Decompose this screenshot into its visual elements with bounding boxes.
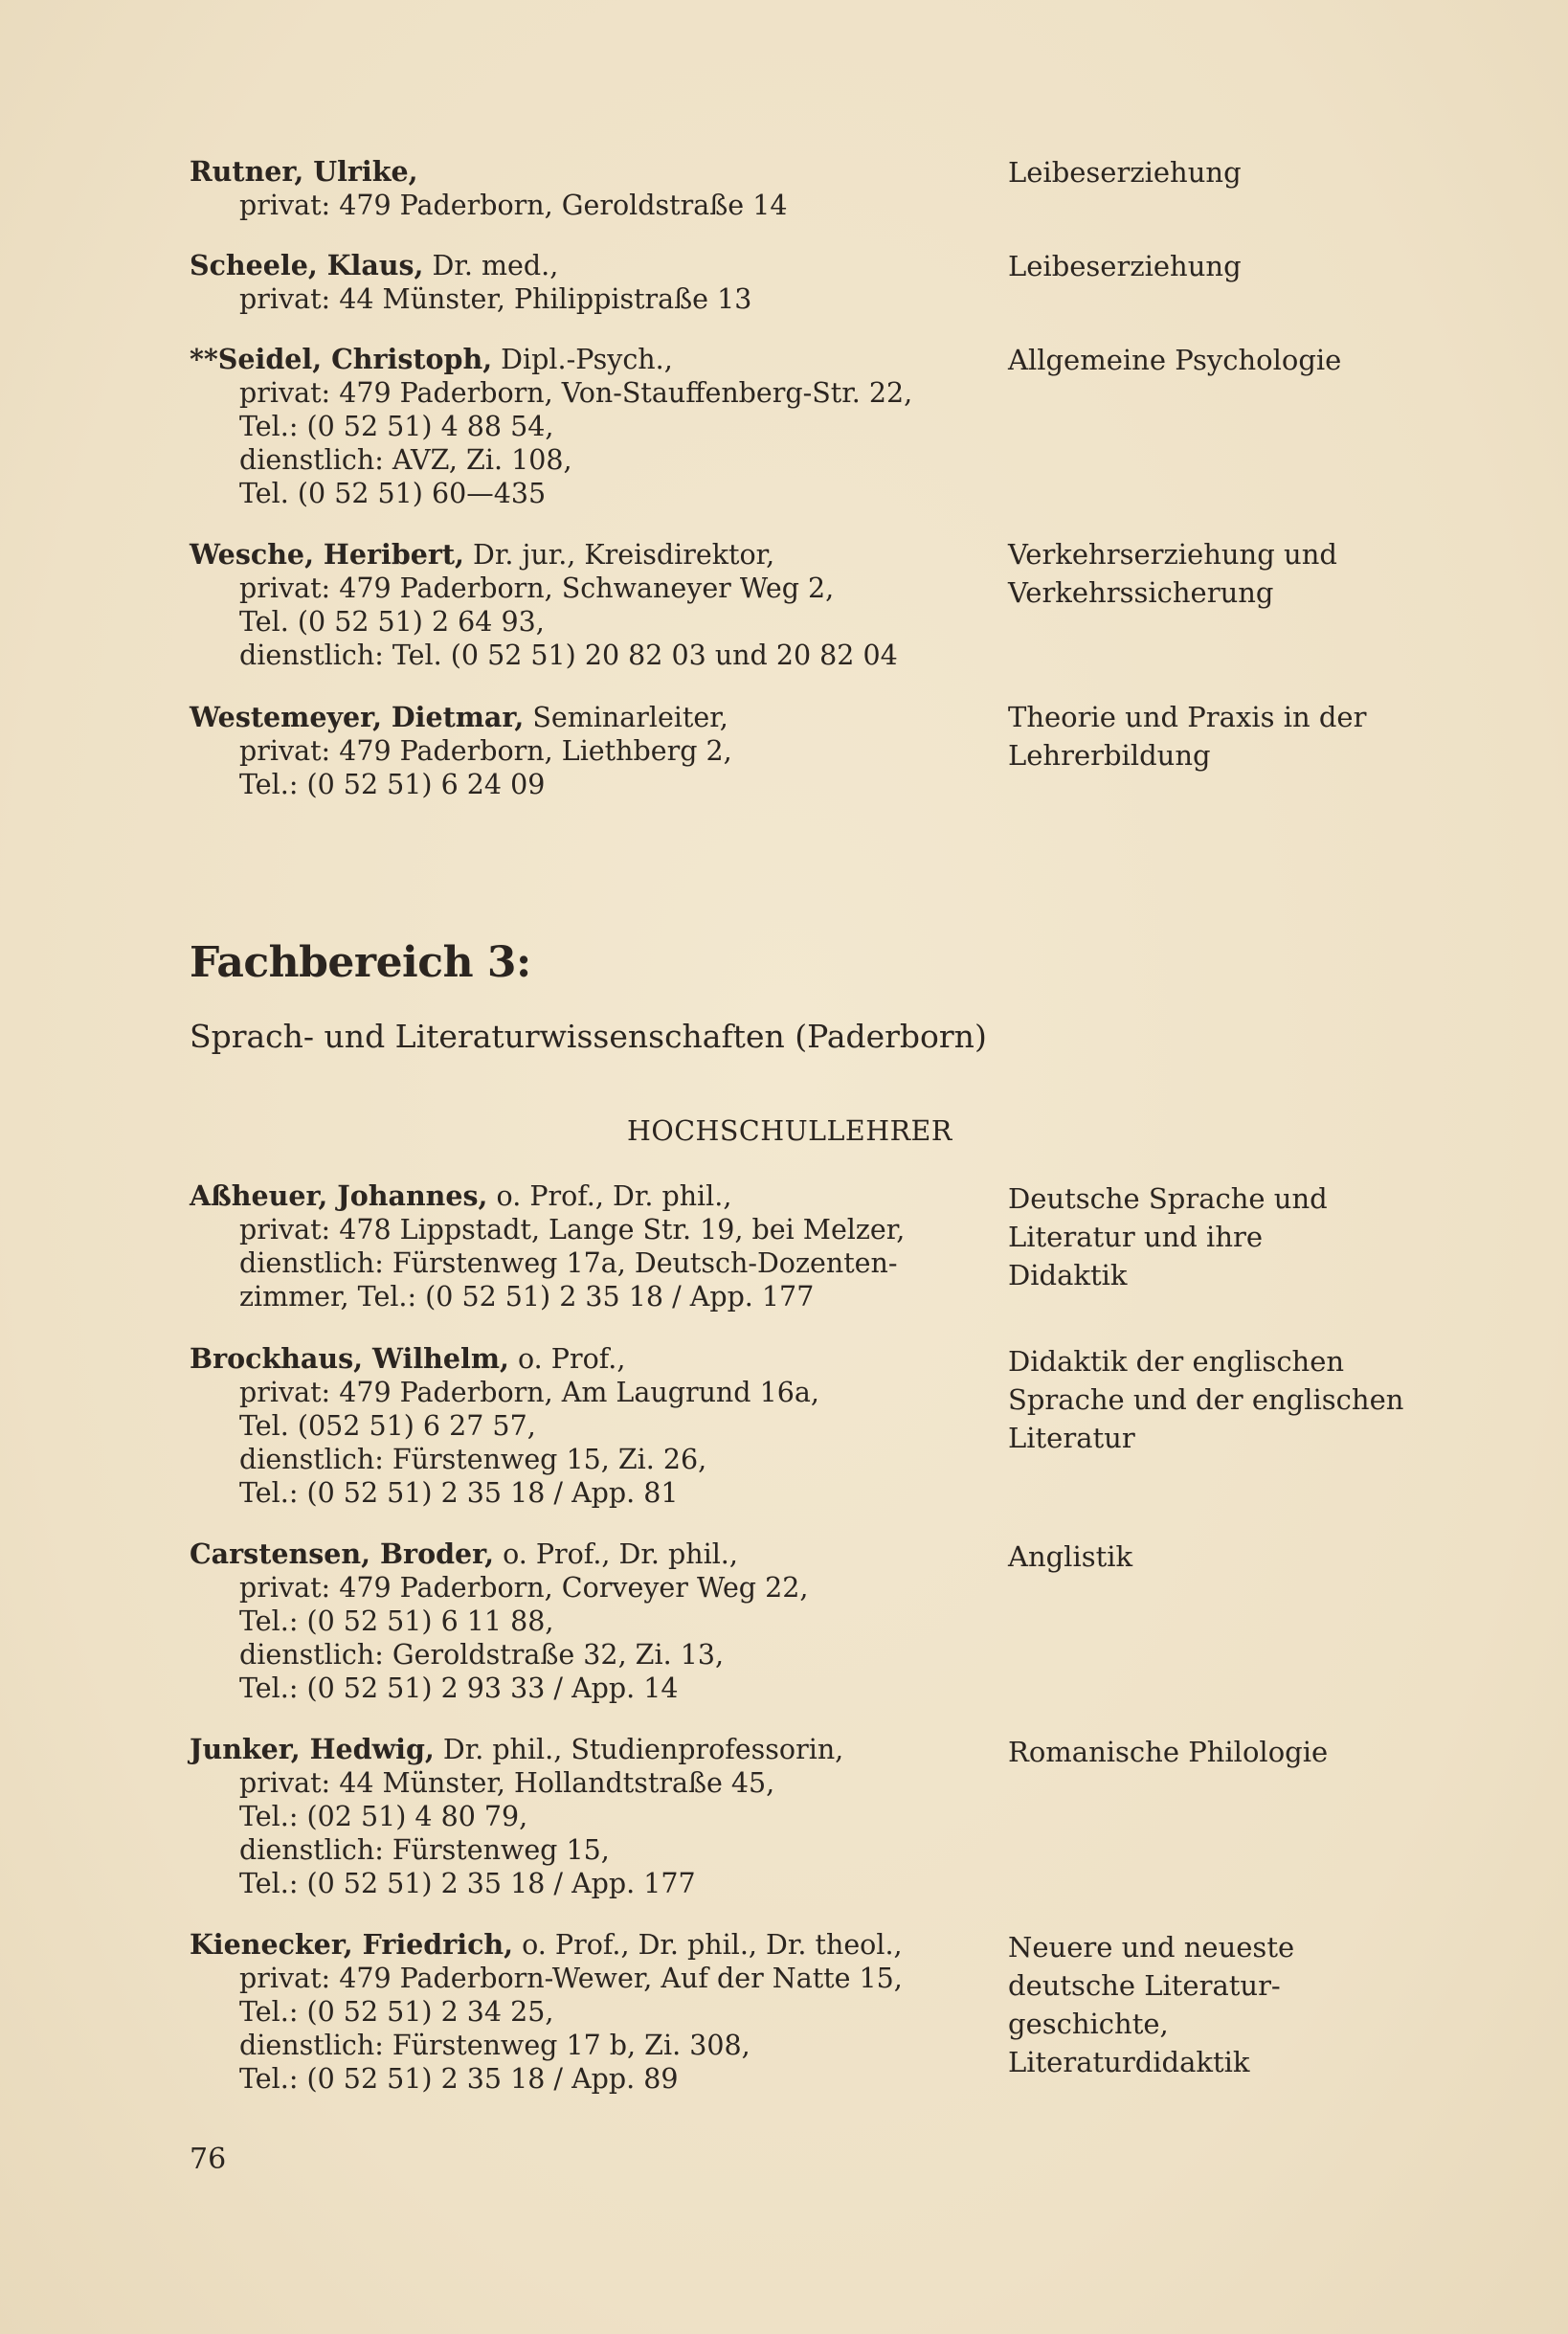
entry-address-line: privat: 479 Paderborn, Liethberg 2, [239,735,732,767]
entry-address-line: privat: 479 Paderborn, Schwaneyer Weg 2, [239,572,835,604]
entry-subject [1008,1928,1525,2081]
entry-address-line: Tel. (0 52 51) 60—435 [239,478,547,509]
subject-line: Lehrerbildung [1008,739,1211,772]
entry-details [190,1928,1003,2096]
entry-title: o. Prof., Dr. phil., [487,1180,732,1212]
subject-line: Verkehrssicherung [1008,576,1274,609]
entry-name: **Seidel, Christoph, [190,343,493,375]
entry-title: o. Prof., Dr. phil., [494,1538,738,1570]
entry-name: Scheele, Klaus, [190,249,424,281]
entry-name: Aßheuer, Johannes, [190,1179,488,1212]
entry-subject [1008,153,1525,191]
entry-details [190,249,1003,316]
entry-details [190,1733,1003,1900]
entry-header-line [190,249,1003,282]
subject-line: Literatur und ihre [1008,1221,1264,1253]
entry-header-line [190,1928,1003,1962]
entry-address-line: Tel. (0 52 51) 2 64 93, [239,606,545,638]
entry-header-line [190,538,1003,572]
subject-line: Didaktik [1008,1259,1128,1291]
subject-line: Leibeserziehung [1008,156,1242,189]
subject-line: Deutsche Sprache und [1008,1182,1328,1215]
entry-subject [1008,341,1525,379]
entry-header-line [190,1179,1003,1213]
entry-subject [1008,247,1525,285]
entry-address-line: zimmer, Tel.: (0 52 51) 2 35 18 / App. 177 [239,1281,815,1313]
entry-address-line: privat: 44 Münster, Hollandtstraße 45, [239,1767,775,1799]
entry-name: Brockhaus, Wilhelm, [190,1342,509,1375]
entry-title: Dipl.-Psych., [492,344,673,375]
section-heading: Fachbereich 3: [190,938,531,987]
section-subheading: Sprach- und Literaturwissenschaften (Paderborn) [190,1018,987,1055]
entry-title: o. Prof., [508,1343,626,1375]
entry-details [190,343,1003,510]
page-number: 76 [190,2143,227,2176]
entry-name: Junker, Hedwig, [190,1733,435,1765]
entry-name: Kienecker, Friedrich, [190,1928,514,1961]
entry-name: Rutner, Ulrike, [190,155,418,188]
entry-details [190,701,1003,801]
subject-line: Literaturdidaktik [1008,2046,1250,2078]
entry-address-line: privat: 479 Paderborn, Von-Stauffenberg-Str. 22, [239,377,913,409]
subject-line: geschichte, [1008,2008,1169,2040]
entry-name: Westemeyer, Dietmar, [190,701,525,733]
entry-address-line: privat: 479 Paderborn, Corveyer Weg 22, [239,1572,809,1604]
entry-address-line: privat: 479 Paderborn, Am Laugrund 16a, [239,1377,819,1408]
entry-title: Dr. jur., Kreisdirektor, [463,539,775,571]
entry-address-line: dienstlich: AVZ, Zi. 108, [239,444,572,476]
entry-address-line: Tel.: (0 52 51) 2 93 33 / App. 14 [239,1672,679,1704]
subject-line: Allgemeine Psychologie [1008,344,1342,376]
entry-address-line: Tel.: (0 52 51) 6 24 09 [239,769,546,800]
subject-line: Leibeserziehung [1008,250,1242,282]
subject-line: Theorie und Praxis in der [1008,701,1367,733]
entry-name: Carstensen, Broder, [190,1537,495,1570]
subject-line: deutsche Literatur- [1008,1969,1281,2002]
entry-address-line: dienstlich: Fürstenweg 17 b, Zi. 308, [239,2030,750,2061]
entry-details [190,1179,1003,1313]
entry-address-line: Tel.: (0 52 51) 4 88 54, [239,411,554,442]
entry-details [190,1342,1003,1510]
entry-address-line: Tel. (052 51) 6 27 57, [239,1410,536,1442]
entry-subject [1008,1342,1525,1457]
entry-address-line: privat: 478 Lippstadt, Lange Str. 19, bei Melzer, [239,1214,906,1246]
subject-line: Neuere und neueste [1008,1931,1295,1964]
subject-line: Didaktik der englischen [1008,1345,1345,1378]
entry-address-line: Tel.: (0 52 51) 2 35 18 / App. 81 [239,1477,679,1509]
entry-header-line [190,343,1003,376]
entry-address-line: dienstlich: Fürstenweg 15, [239,1834,610,1866]
subject-line: Anglistik [1008,1540,1133,1573]
entry-title: Dr. med., [423,250,559,281]
entry-address-line: Tel.: (0 52 51) 2 35 18 / App. 89 [239,2063,679,2095]
entry-address-line: dienstlich: Fürstenweg 17a, Deutsch-Dozenten- [239,1247,898,1279]
subject-line: Sprache und der englischen [1008,1383,1404,1416]
entry-address-line: Tel.: (02 51) 4 80 79, [239,1801,528,1832]
subject-line: Verkehrserziehung und [1008,538,1337,571]
entry-details [190,538,1003,672]
subject-line: Literatur [1008,1422,1135,1454]
entry-header-line [190,1733,1003,1766]
entry-title: o. Prof., Dr. phil., Dr. theol., [513,1929,903,1961]
entry-subject [1008,535,1525,612]
entry-header-line [190,1537,1003,1571]
entry-address-line: privat: 479 Paderborn, Geroldstraße 14 [239,190,788,221]
entry-details [190,1537,1003,1705]
entry-subject [1008,698,1525,774]
entry-subject [1008,1537,1525,1576]
entry-address-line: dienstlich: Geroldstraße 32, Zi. 13, [239,1639,725,1671]
entry-name: Wesche, Heribert, [190,538,464,571]
entry-address-line: dienstlich: Tel. (0 52 51) 20 82 03 und 20 82 04 [239,640,898,671]
entry-header-line [190,701,1003,734]
entry-subject [1008,1179,1525,1294]
entry-header-line [190,1342,1003,1376]
entry-address-line: Tel.: (0 52 51) 6 11 88, [239,1605,554,1637]
entry-address-line: privat: 479 Paderborn-Wewer, Auf der Natte 15, [239,1963,903,1994]
entry-address-line: privat: 44 Münster, Philippistraße 13 [239,283,752,315]
entry-address-line: Tel.: (0 52 51) 2 34 25, [239,1996,554,2028]
subject-line: Romanische Philologie [1008,1736,1329,1768]
entry-address-line: dienstlich: Fürstenweg 15, Zi. 26, [239,1444,707,1475]
entry-details [190,155,1003,222]
entry-address-line: Tel.: (0 52 51) 2 35 18 / App. 177 [239,1868,696,1899]
entry-subject [1008,1733,1525,1771]
entry-title: Seminarleiter, [524,702,728,733]
entry-title: Dr. phil., Studienprofessorin, [434,1734,844,1765]
entry-header-line [190,155,1003,189]
section-label: HOCHSCHULLEHRER [627,1115,952,1147]
